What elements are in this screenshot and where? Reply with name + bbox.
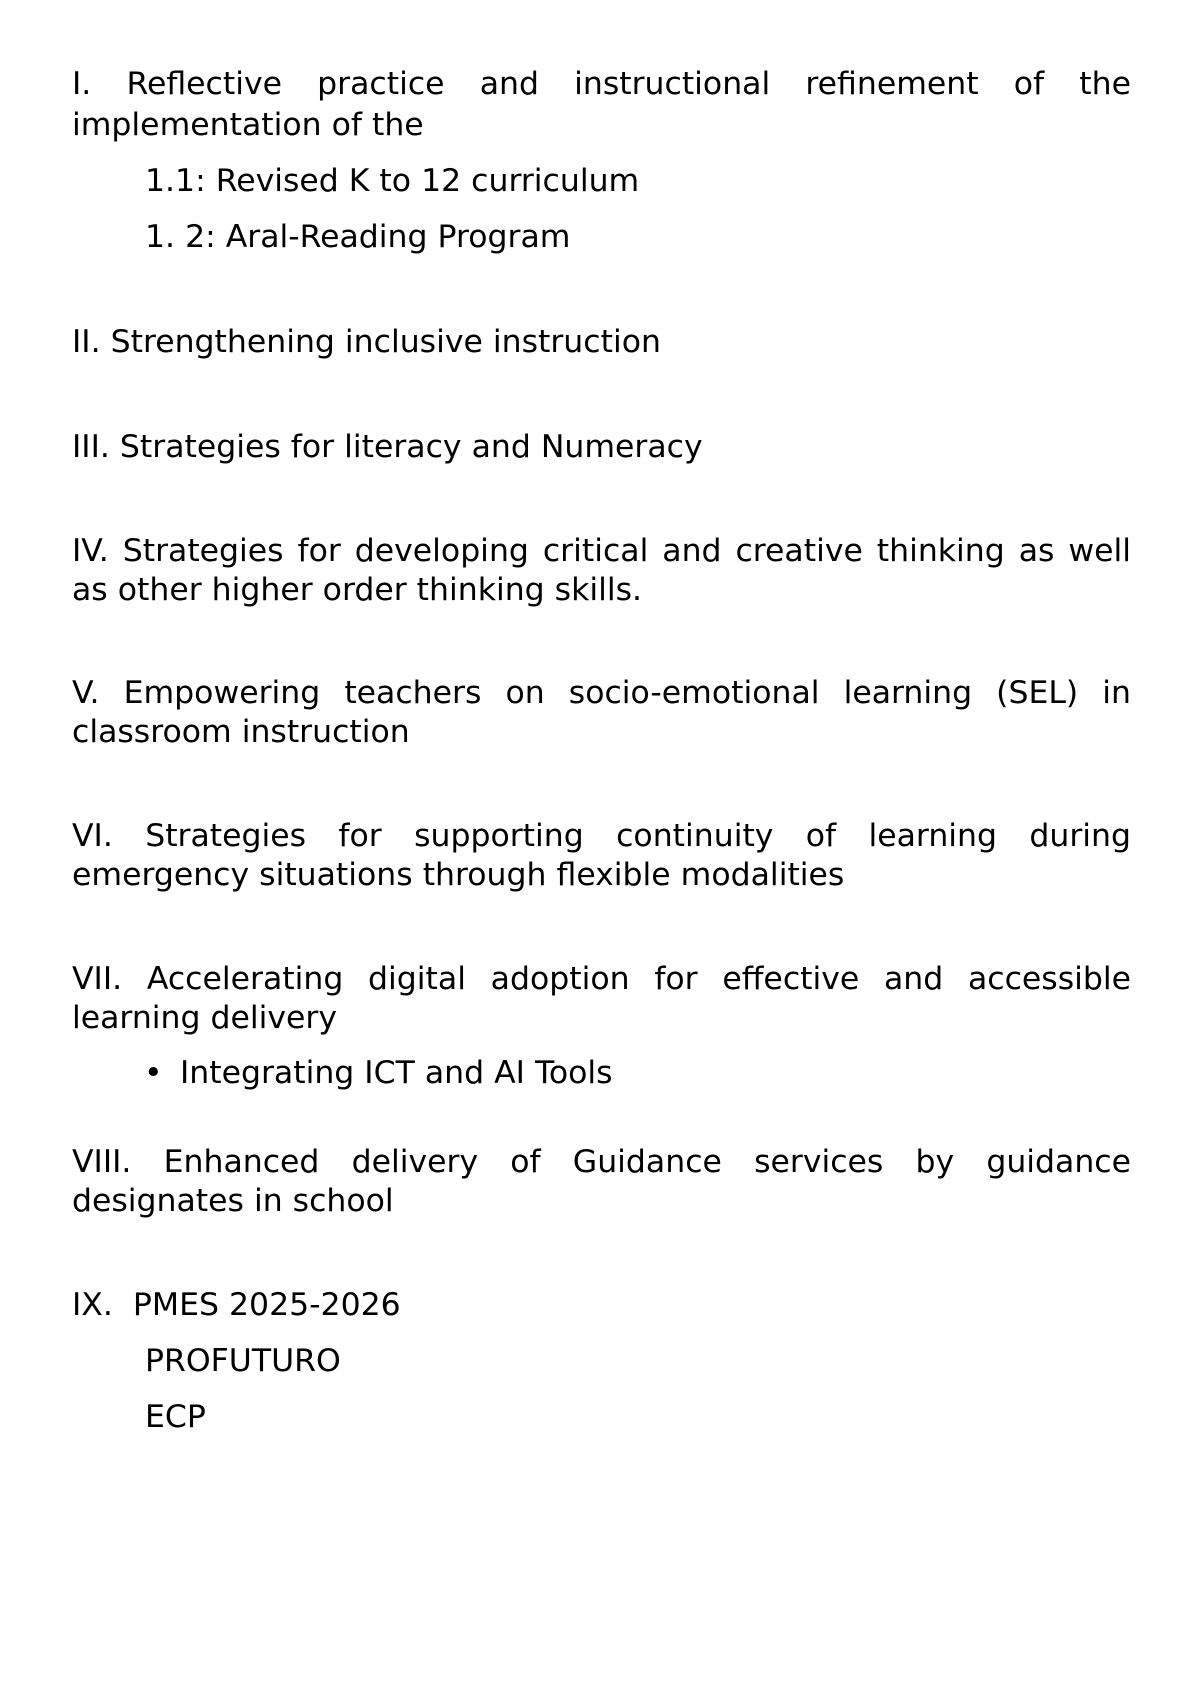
bullet-text: Integrating ICT and AI Tools xyxy=(180,1055,613,1091)
subitem-1-2: 1. 2: Aral-Reading Program xyxy=(145,219,571,255)
item-2: II. Strengthening inclusive instruction xyxy=(72,324,661,360)
item-8: VIII. Enhanced delivery of Guidance services by guidance designates in school xyxy=(72,1144,1142,1219)
item-5: V. Empowering teachers on socio-emotional learning (SEL) in classroom instruction xyxy=(72,675,1142,750)
item-3: III. Strategies for literacy and Numeracy xyxy=(72,429,703,465)
item-6: VI. Strategies for supporting continuity of learning during emergency situations through flexible modalities xyxy=(72,818,1142,893)
subitem-9-1: PROFUTURO xyxy=(145,1343,341,1379)
item-4: IV. Strategies for developing critical and creative thinking as well as other higher order thinking skills. xyxy=(72,533,1142,608)
subitem-9-2: ECP xyxy=(145,1399,206,1435)
bullet-icon: • xyxy=(144,1055,163,1091)
document-page xyxy=(72,64,1142,1438)
item-9: IX. PMES 2025-2026 xyxy=(72,1287,401,1323)
bullet-item-ict-ai xyxy=(144,1053,1131,1094)
item-7: VII. Accelerating digital adoption for effective and accessible learning delivery xyxy=(72,961,1142,1036)
item-1: I. Reflective practice and instructional refinement of the implementation of the xyxy=(72,66,1142,143)
subitem-1-1: 1.1: Revised K to 12 curriculum xyxy=(145,163,640,199)
